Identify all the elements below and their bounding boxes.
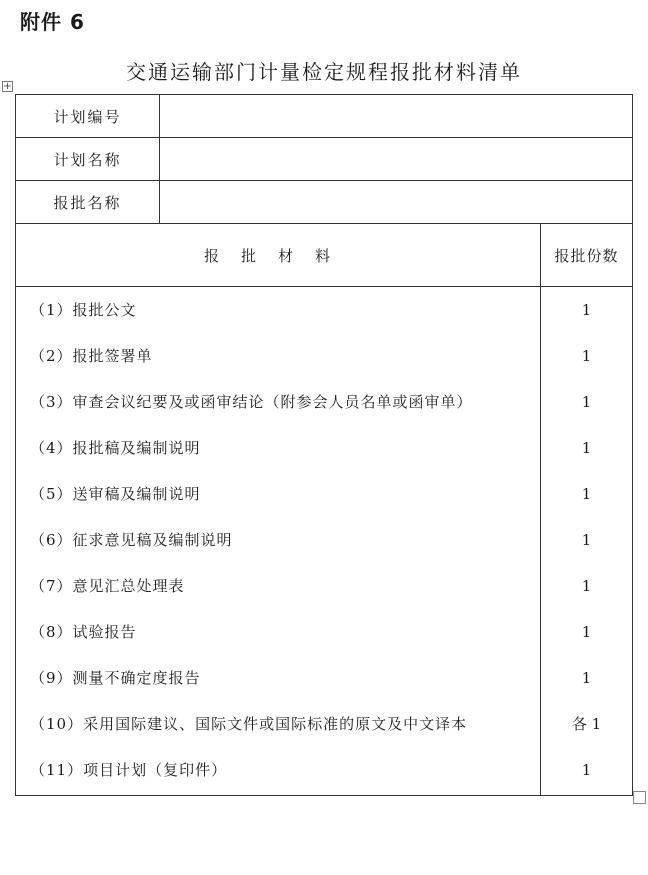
header-count: 报批份数 <box>541 224 633 287</box>
list-item: （4）报批稿及编制说明 <box>30 439 201 457</box>
item-count: 1 <box>581 439 592 457</box>
list-item: （3）审查会议纪要及或函审结论（附参会人员名单或函审单） <box>30 393 473 411</box>
field-value-submission-name[interactable] <box>160 181 633 224</box>
item-count: 1 <box>581 347 592 365</box>
item-count: 1 <box>581 669 592 687</box>
items-row <box>16 287 633 796</box>
counts-list <box>541 287 633 796</box>
field-row-submission-name <box>16 181 633 224</box>
list-item: （1）报批公文 <box>30 301 137 319</box>
document-title: 交通运输部门计量检定规程报批材料清单 <box>126 60 522 84</box>
field-value-plan-name[interactable] <box>160 138 633 181</box>
list-item: （2）报批签署单 <box>30 347 153 365</box>
item-count: 1 <box>581 485 592 503</box>
list-item: （6）征求意见稿及编制说明 <box>30 531 233 549</box>
field-label: 计划名称 <box>16 138 160 181</box>
field-label: 计划编号 <box>16 95 160 138</box>
table-resize-handle-icon[interactable] <box>633 791 646 804</box>
list-item: （9）测量不确定度报告 <box>30 669 201 687</box>
item-count: 1 <box>581 761 592 779</box>
item-count: 各 1 <box>571 715 602 733</box>
field-value-plan-number[interactable] <box>160 95 633 138</box>
item-count: 1 <box>581 577 592 595</box>
list-item: （8）试验报告 <box>30 623 137 641</box>
items-list <box>16 287 541 796</box>
item-count: 1 <box>581 393 592 411</box>
attachment-label: 附件 6 <box>20 10 85 34</box>
field-label: 报批名称 <box>16 181 160 224</box>
header-materials: 报批材料 <box>16 224 541 287</box>
list-item: （10）采用国际建议、国际文件或国际标准的原文及中文译本 <box>30 715 468 733</box>
list-item: （5）送审稿及编制说明 <box>30 485 201 503</box>
field-row-plan-name <box>16 138 633 181</box>
item-count: 1 <box>581 301 592 319</box>
item-count: 1 <box>581 531 592 549</box>
list-item: （7）意见汇总处理表 <box>30 577 185 595</box>
list-item: （11）项目计划（复印件） <box>30 761 228 779</box>
field-row-plan-number <box>16 95 633 138</box>
table-header-row <box>16 224 633 287</box>
table-move-handle-icon[interactable]: + <box>3 81 12 92</box>
item-count: 1 <box>581 623 592 641</box>
materials-table <box>15 94 633 796</box>
